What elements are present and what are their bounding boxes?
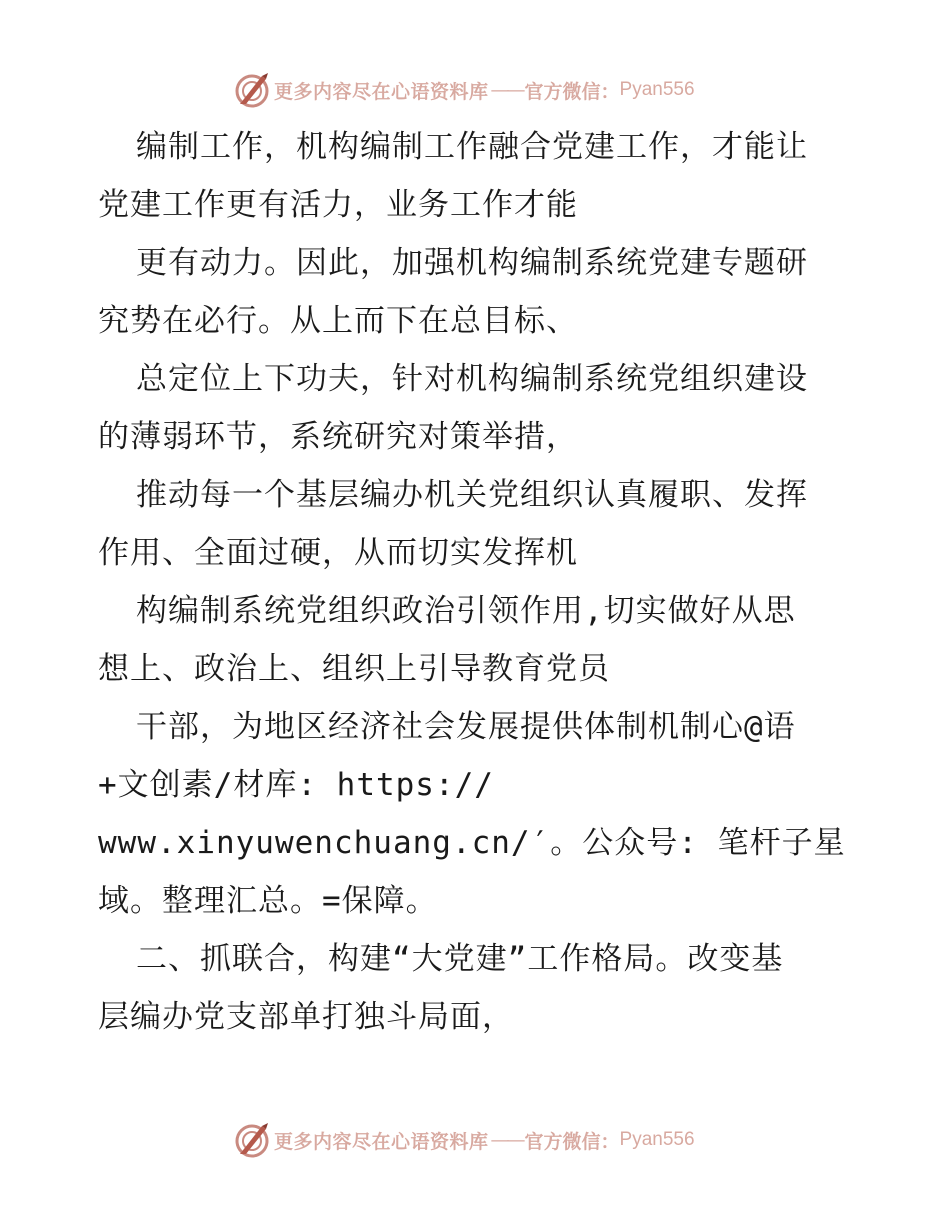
text-line: www.xinyuwenchuang.cn/′。公众号: 笔杆子星	[98, 825, 846, 861]
text-line: 二、抓联合，构建“大党建”工作格局。改变基	[136, 941, 784, 977]
text-line: 构编制系统党组织政治引领作用,切实做好从思	[136, 593, 796, 629]
quill-logo-icon	[232, 1120, 272, 1160]
banner-title: 更多内容尽在心语资料库	[274, 80, 489, 103]
text-line: 作用、全面过硬，从而切实发挥机	[98, 535, 578, 571]
banner-wechat-id: Pyan556	[619, 1129, 695, 1150]
footer-banner	[232, 1120, 695, 1160]
banner-wechat-label: 官方微信：	[524, 1130, 620, 1153]
text-line: 干部，为地区经济社会发展提供体制机制心@语	[136, 709, 796, 745]
banner-separator: ——	[490, 1129, 523, 1151]
text-line: 推动每一个基层编办机关党组织认真履职、发挥	[136, 477, 808, 513]
banner-separator: ——	[490, 79, 523, 101]
text-line: 域。整理汇总。=保障。	[98, 883, 438, 919]
banner-title: 更多内容尽在心语资料库	[274, 1130, 489, 1153]
text-line: 编制工作，机构编制工作融合党建工作，才能让	[136, 129, 808, 165]
header-banner	[232, 70, 695, 110]
text-line: 层编办党支部单打独斗局面，	[98, 999, 514, 1035]
text-line: 想上、政治上、组织上引导教育党员	[98, 651, 610, 687]
text-line: +文创素/材库: https://	[98, 767, 494, 803]
text-line: 总定位上下功夫，针对机构编制系统党组织建设	[136, 361, 808, 397]
text-line: 更有动力。因此，加强机构编制系统党建专题研	[136, 245, 808, 281]
text-line: 党建工作更有活力，业务工作才能	[98, 187, 578, 223]
quill-logo-icon	[232, 70, 272, 110]
text-line: 究势在必行。从上而下在总目标、	[98, 303, 578, 339]
banner-wechat-id: Pyan556	[619, 79, 695, 100]
text-line: 的薄弱环节，系统研究对策举措，	[98, 419, 578, 455]
banner-wechat-label: 官方微信：	[524, 80, 620, 103]
